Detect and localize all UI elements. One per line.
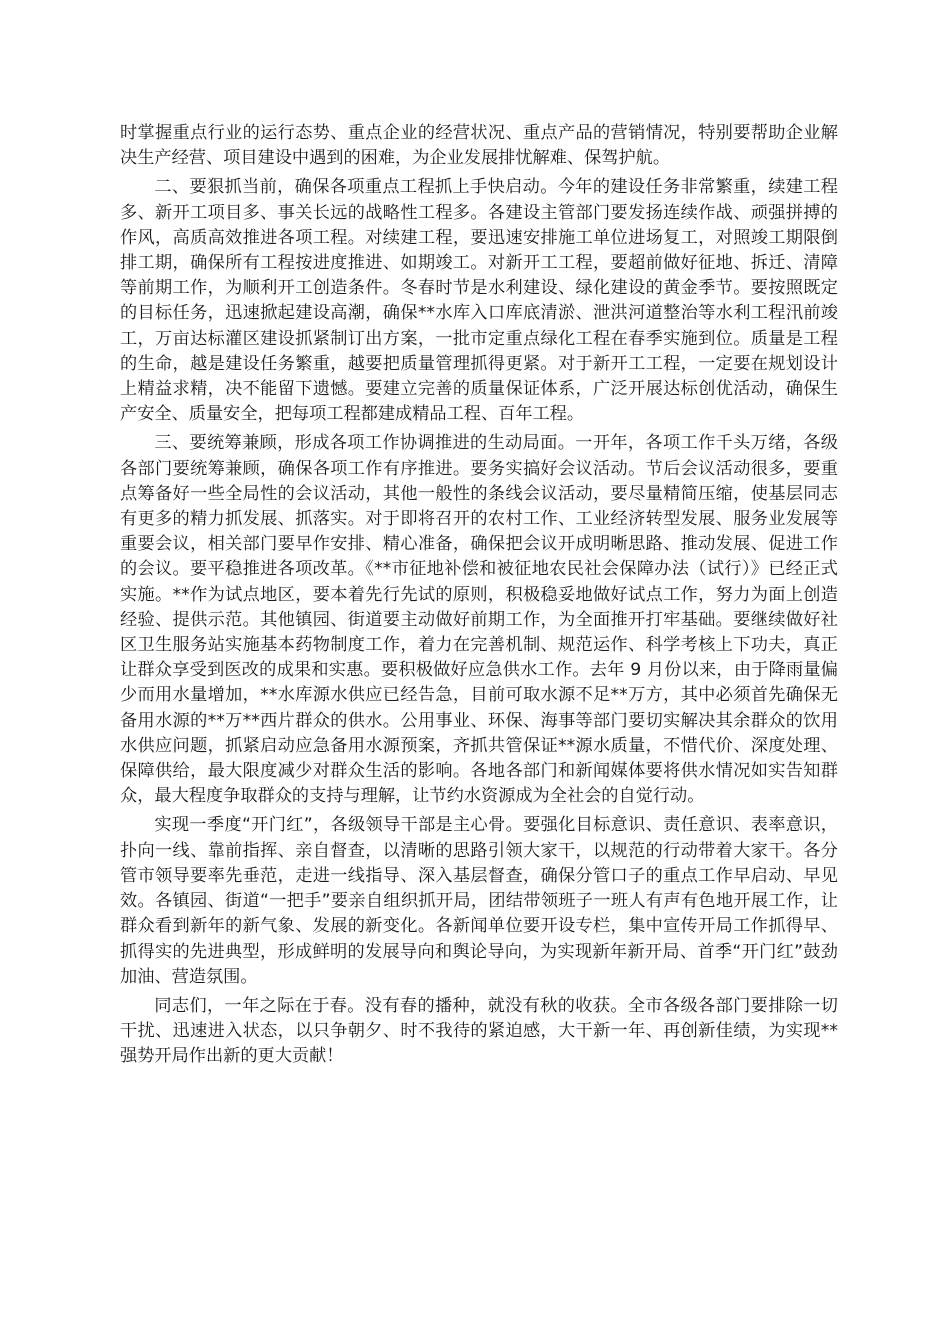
document-body: [120, 121, 838, 1074]
paragraph-section-two: 二、要狠抓当前，确保各项重点工程抓上手快启动。今年的建设任务非常繁重，续建工程多、新开工项目多、事关长远的战略性工程多。各建设主管部门要发扬连续作战、顽强拼搏的作风，高质高效推进各项工程。对续建工程，要迅速安排施工单位进场复工，对照竣工期限倒排工期，确保所有工程按进度推进、如期竣工。对新开工工程，要超前做好征地、拆迁、清障等前期工作，为顺利开工创造条件。冬春时节是水利建设、绿化建设的黄金季节。要按照既定的目标任务，迅速掀起建设高潮，确保**水库入口库底清淤、泄洪河道整治等水利工程汛前竣工，万亩达标灌区建设抓紧制订出方案，一批市定重点绿化工程在春季实施到位。质量是工程的生命，越是建设任务繁重，越要把质量管理抓得更紧。对于新开工工程，一定要在规划设计上精益求精，决不能留下遗憾。要建立完善的质量保证体系，广泛开展达标创优活动，确保生产安全、质量安全，把每项工程都建成精品工程、百年工程。: [120, 177, 838, 425]
paragraph-section-three: 三、要统筹兼顾，形成各项工作协调推进的生动局面。一开年，各项工作千头万绪，各级各部门要统筹兼顾，确保各项工作有序推进。要务实搞好会议活动。节后会议活动很多，要重点筹备好一些全局性的会议活动，其他一般性的条线会议活动，要尽量精简压缩，使基层同志有更多的精力抓发展、抓落实。对于即将召开的农村工作、工业经济转型发展、服务业发展等重要会议，相关部门要早作安排、精心准备，确保把会议开成明晰思路、推动发展、促进工作的会议。要平稳推进各项改革。《**市征地补偿和被征地农民社会保障办法（试行）》已经正式实施。**作为试点地区，要本着先行先试的原则，积极稳妥地做好试点工作，努力为面上创造经验、提供示范。其他镇园、街道要主动做好前期工作，为全面推开打牢基础。要继续做好社区卫生服务站实施基本药物制度工作，着力在完善机制、规范运作、科学考核上下功夫，真正让群众享受到医改的成果和实惠。要积极做好应急供水工作。去年 9 月份以来，由于降雨量偏少而用水量增加，**水库源水供应已经告急，目前可取水源不足**万方，其中必须首先确保无备用水源的**万**西片群众的供水。公用事业、环保、海事等部门要切实解决其余群众的饮用水供应问题，抓紧启动应急备用水源预案，齐抓共管保证**源水质量，不惜代价、深度处理、保障供给，最大限度减少对群众生活的影响。各地各部门和新闻媒体要将供水情况如实告知群众，最大程度争取群众的支持与理解，让节约水资源成为全社会的自觉行动。: [120, 433, 838, 807]
paragraph-continuation: 时掌握重点行业的运行态势、重点企业的经营状况、重点产品的营销情况，特别要帮助企业解决生产经营、项目建设中遇到的困难，为企业发展排忧解难、保驾护航。: [120, 123, 838, 169]
paragraph-closing: 同志们，一年之际在于春。没有春的播种，就没有秋的收获。全市各级各部门要排除一切干扰、迅速进入状态，以只争朝夕、时不我待的紧迫感，大干新一年、再创新佳绩，为实现**强势开局作出新的更大贡献！: [120, 995, 838, 1067]
paragraph-leadership: 实现一季度“开门红”，各级领导干部是主心骨。要强化目标意识、责任意识、表率意识，扑向一线、靠前指挥、亲自督查，以清晰的思路引领大家干，以规范的行动带着大家干。各分管市领导要率先垂范，走进一线指导、深入基层督查，确保分管口子的重点工作早启动、早见效。各镇园、街道“一把手”要亲自组织抓开局，团结带领班子一班人有声有色地开展工作，让群众看到新年的新气象、发展的新变化。各新闻单位要开设专栏，集中宣传开局工作抓得早、抓得实的先进典型，形成鲜明的发展导向和舆论导向，为实现新年新开局、首季“开门红”鼓劲加油、营造氛围。: [120, 815, 838, 987]
